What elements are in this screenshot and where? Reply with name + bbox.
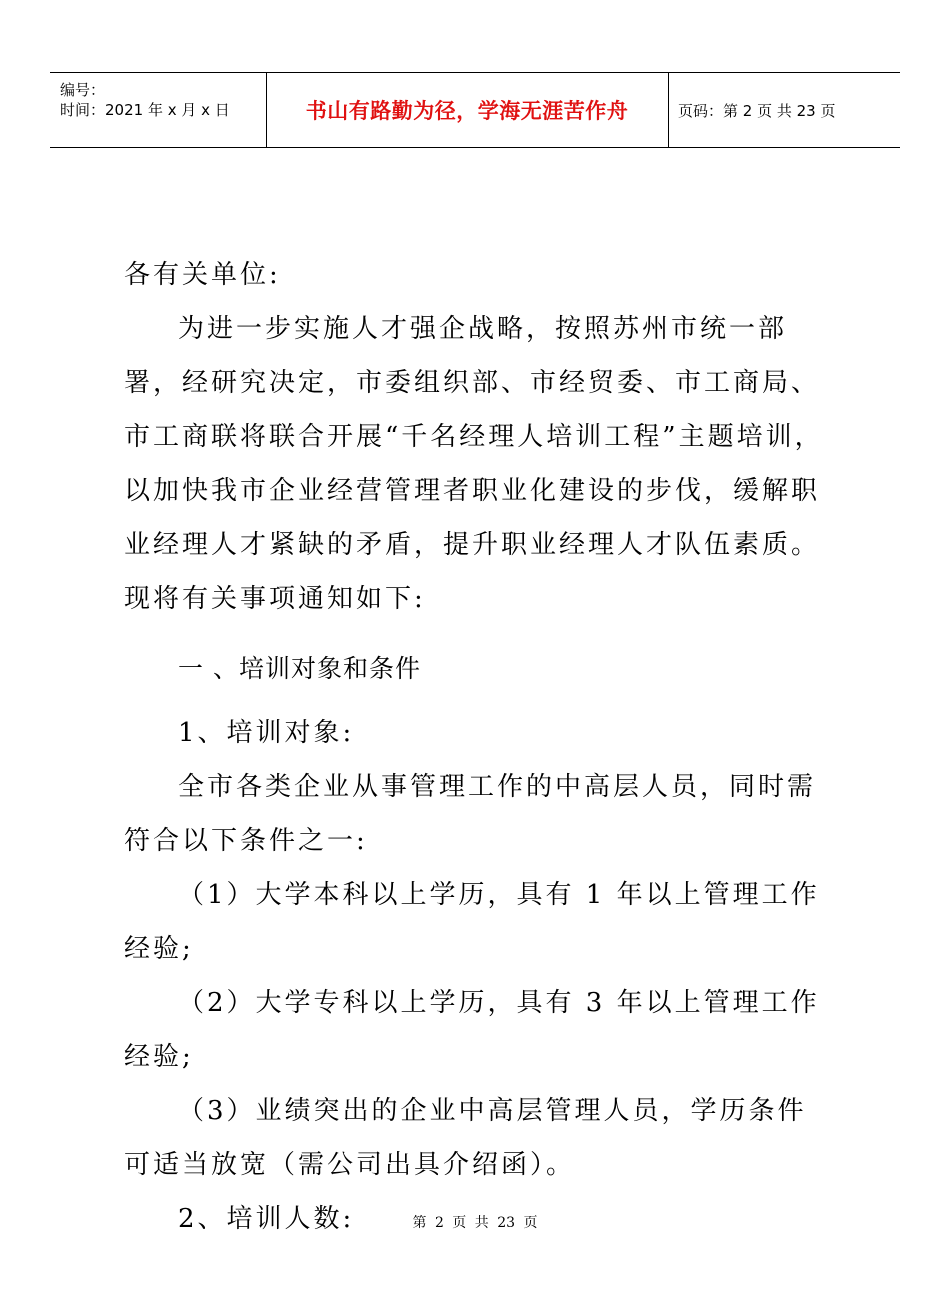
page-footer: 第 2 页 共 23 页 xyxy=(412,1215,538,1231)
header-right-cell xyxy=(668,73,900,147)
time-label: 时间：2021 年 x 月 x 日 xyxy=(60,101,230,119)
number-label: 编号： xyxy=(60,81,106,99)
item1-text: 全市各类企业从事管理工作的中高层人员，同时需符合以下条件之一: xyxy=(124,772,817,856)
section1-heading: 一 、培训对象和条件 xyxy=(178,654,421,683)
item1-title: 1、培训对象: xyxy=(178,718,355,748)
intro-paragraph: 为进一步实施人才强企战略，按照苏州市统一部署，经研究决定，市委组织部、市经贸委、市工商局、市工商联将联合开展“千名经理人培训工程”主题培训，以加快我市企业经营管理者职业化建设的步伐，缓解职业经理人才紧缺的矛盾，提升职业经理人才队伍素质。现将有关事项通知如下: xyxy=(124,314,824,614)
document-body xyxy=(124,248,828,1246)
item2-title: 2、培训人数: xyxy=(178,1204,355,1234)
condition-3: （3）业绩突出的企业中高层管理人员，学历条件可适当放宽（需公司出具介绍函）。 xyxy=(124,1096,807,1180)
condition-1: （1）大学本科以上学历，具有 1 年以上管理工作经验; xyxy=(124,880,820,964)
page-info: 页码：第 2 页 共 23 页 xyxy=(678,101,836,120)
greeting: 各有关单位: xyxy=(124,260,281,290)
page-header xyxy=(50,72,900,148)
condition-2: （2）大学专科以上学历，具有 3 年以上管理工作经验; xyxy=(124,988,820,1072)
header-motto-cell xyxy=(266,73,669,147)
motto-text: 书山有路勤为径，学海无涯苦作舟 xyxy=(305,99,629,123)
header-left-cell xyxy=(50,73,267,147)
